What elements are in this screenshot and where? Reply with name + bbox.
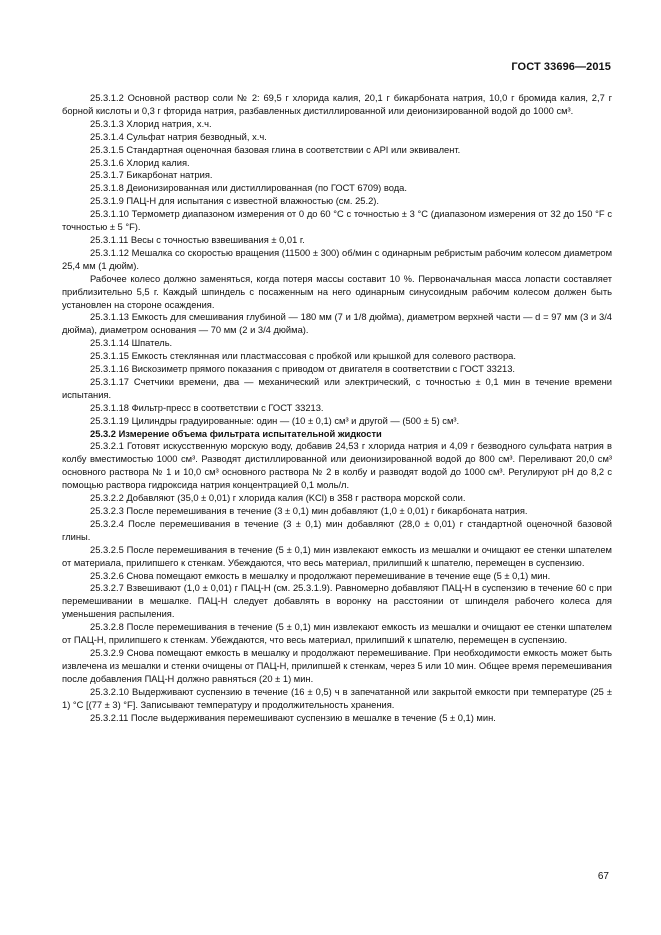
- paragraph: 25.3.2.9 Снова помещают емкость в мешалку и продолжают перемешивание. При необходимости емкость может быть извлечена из мешалки и стенки очищены от ПАЦ-Н, прилипшей к стенкам, через 5 или 10 мин. Общее время перемешивания после добавления ПАЦ-Н должно равняться (20 ± 1) мин.: [62, 647, 612, 684]
- paragraph: 25.3.1.7 Бикарбонат натрия.: [90, 170, 213, 181]
- paragraph: 25.3.1.5 Стандартная оценочная базовая глина в соответствии с API или эквивалент.: [90, 144, 461, 155]
- paragraph: 25.3.1.9 ПАЦ-Н для испытания с известной влажностью (см. 25.2).: [90, 196, 379, 207]
- document-body: [62, 92, 612, 724]
- paragraph: 25.3.2.2 Добавляют (35,0 ± 0,01) г хлорида калия (KCl) в 358 г раствора морской соли.: [90, 493, 466, 504]
- paragraph: 25.3.2.3 После перемешивания в течение (3 ± 0,1) мин добавляют (1,0 ± 0,01) г бикарбоната натрия.: [90, 506, 528, 516]
- paragraph: 25.3.1.16 Вискозиметр прямого показания с приводом от двигателя в соответствии с ГОСТ 33213.: [90, 364, 516, 375]
- paragraph: 25.3.1.11 Весы с точностью взвешивания ± 0,01 г.: [90, 234, 305, 245]
- paragraph: 25.3.2.6 Снова помещают емкость в мешалку и продолжают перемешивание в течение еще (5 ± 0,1) мин.: [90, 570, 551, 581]
- section-heading: 25.3.2 Измерение объема фильтрата испытательной жидкости: [90, 428, 382, 439]
- page-number: 67: [597, 871, 609, 882]
- paragraph: 25.3.2.8 После перемешивания в течение (5 ± 0,1) мин извлекают емкость из мешалки и очищают ее стенки шпателем от ПАЦ-Н, прилипшего к стенкам. Убеждаются, что весь материал, прилипший к шпателю, перемещен в суспензию.: [62, 622, 612, 646]
- paragraph: 25.3.1.4 Сульфат натрия безводный, х.ч.: [90, 131, 267, 142]
- paragraph: 25.3.1.12 Мешалка со скоростью вращения (11500 ± 300) об/мин с одинарным ребристым рабочим колесом диаметром 25,4 мм (1 дюйм).: [62, 247, 612, 271]
- paragraph: 25.3.1.15 Емкость стеклянная или пластмассовая с пробкой или крышкой для солевого раствора.: [90, 351, 516, 362]
- paragraph: 25.3.1.19 Цилиндры градуированные: один — (10 ± 0,1) см³ и другой — (500 ± 5) см³.: [90, 415, 460, 426]
- paragraph: 25.3.1.13 Емкость для смешивания глубиной — 180 мм (7 и 1/8 дюйма), диаметром верхней части — d = 97 мм (3 и 3/4 дюйма), диаметром основания — 70 мм (2 и 3/4 дюйма).: [62, 312, 612, 336]
- paragraph: 25.3.1.17 Счетчики времени, два — механический или электрический, с точностью ± 0,1 мин в течение времени испытания.: [62, 376, 612, 400]
- paragraph: 25.3.1.8 Деионизированная или дистиллированная (по ГОСТ 6709) вода.: [90, 183, 407, 194]
- paragraph: 25.3.2.1 Готовят искусственную морскую воду, добавив 24,53 г хлорида натрия и 4,09 г безводного сульфата натрия в колбу вместимостью 1000 см³. Разводят дистиллированной или деионизированной водой до 800 см³. Переливают 20,0 см³ основного раствора № 1 и 10,0 см³ основного раствора № 2 в колбу и разводят водой до 1000 см³. Регулируют pH до 8,2 с помощью раствора гидроксида натрия концентрацией 0,1 моль/л.: [62, 441, 612, 491]
- paragraph: Рабочее колесо должно заменяться, когда потеря массы составит 10 %. Первоначальная масса лопасти составляет приблизительно 5,5 г. Каждый шпиндель с посаженным на него одинарным синусоидным рабочим колесом должен быть установлен на стороне осаждения.: [62, 273, 612, 310]
- paragraph: 25.3.2.7 Взвешивают (1,0 ± 0,01) г ПАЦ-Н (см. 25.3.1.9). Равномерно добавляют ПАЦ-Н в суспензию в течение 60 с при перемешивании в мешалке. ПАЦ-Н следует добавлять в воронку на расстоянии от шпинделя рабочего колеса для уменьшения распыления.: [62, 583, 612, 620]
- paragraph: 25.3.2.4 После перемешивания в течение (3 ± 0,1) мин добавляют (28,0 ± 0,01) г стандартной оценочной базовой глины.: [62, 518, 612, 542]
- paragraph: 25.3.2.10 Выдерживают суспензию в течение (16 ± 0,5) ч в запечатанной или закрытой емкости при температуре (25 ± 1) °С [(77 ± 3) °F]. Записывают температуру и продолжительность хранения.: [62, 686, 612, 710]
- paragraph: 25.3.1.10 Термометр диапазоном измерения от 0 до 60 °С с точностью ± 3 °С (диапазоном измерения от 32 до 150 °F с точностью ± 5 °F).: [62, 209, 612, 233]
- paragraph: 25.3.1.14 Шпатель.: [90, 338, 173, 349]
- paragraph: 25.3.1.18 Фильтр-пресс в соответствии с ГОСТ 33213.: [90, 402, 324, 413]
- paragraph: 25.3.1.2 Основной раствор соли № 2: 69,5 г хлорида калия, 20,1 г бикарбоната натрия, 10,0 г бромида калия, 2,7 г борной кислоты и 0,3 г фторида натрия, разбавленных дистиллированной или деионизированной водой до 1000 см³.: [62, 93, 612, 116]
- paragraph: 25.3.1.6 Хлорид калия.: [90, 157, 190, 168]
- document-standard-header: ГОСТ 33696—2015: [511, 61, 611, 73]
- paragraph: 25.3.2.11 После выдерживания перемешивают суспензию в мешалке в течение (5 ± 0,1) мин.: [90, 712, 496, 723]
- paragraph: 25.3.2.5 После перемешивания в течение (5 ± 0,1) мин извлекают емкость из мешалки и очищают ее стенки шпателем от материала, прилипшего к стенкам. Убеждаются, что весь материал, прилипший к шпателю, перемещен в суспензию.: [62, 544, 612, 568]
- paragraph: 25.3.1.3 Хлорид натрия, х.ч.: [90, 118, 212, 129]
